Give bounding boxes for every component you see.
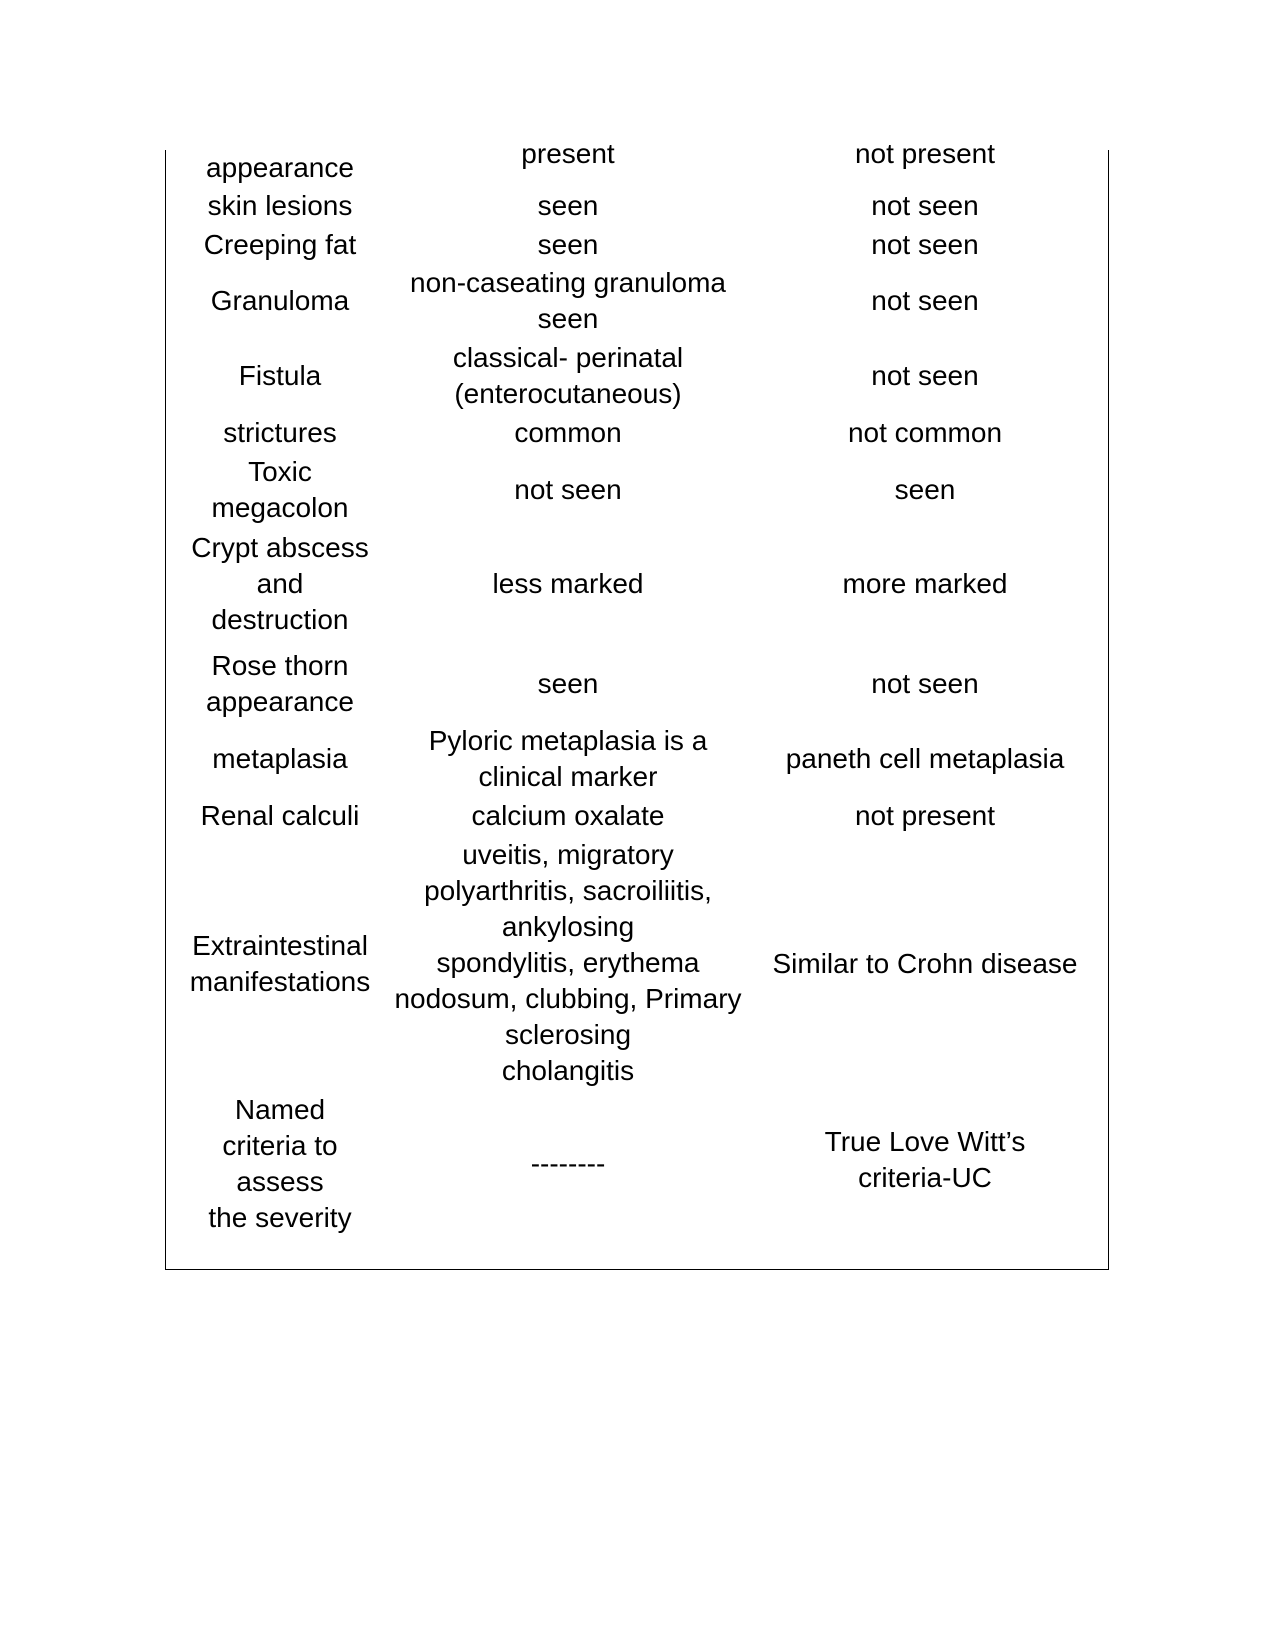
- row-5-crohn: common: [514, 417, 622, 448]
- row-0-uc: not present: [854, 138, 996, 169]
- row-2-uc: not seen: [871, 229, 979, 260]
- row-12-feature: Named criteria to assess the severity: [208, 1094, 352, 1233]
- row-9-crohn: Pyloric metaplasia is a clinical marker: [428, 725, 708, 792]
- row-10-uc: not present: [854, 800, 996, 831]
- row-8-uc: not seen: [871, 668, 979, 699]
- row-0-feature: appearance: [206, 152, 354, 183]
- row-2-crohn: seen: [537, 229, 599, 260]
- row-4-uc: not seen: [871, 360, 979, 391]
- row-6-crohn: not seen: [514, 474, 622, 505]
- row-6-uc: seen: [894, 474, 956, 505]
- row-5-uc: not common: [847, 417, 1003, 448]
- row-5-feature: strictures: [223, 417, 337, 448]
- row-10-feature: Renal calculi: [200, 800, 360, 831]
- row-9-feature: metaplasia: [212, 743, 348, 774]
- row-11-feature: Extraintestinal manifestations: [189, 930, 371, 997]
- row-7-feature: Crypt abscess and destruction: [191, 532, 369, 635]
- row-8-crohn: seen: [537, 668, 599, 699]
- row-9-uc: paneth cell metaplasia: [785, 743, 1065, 774]
- row-7-crohn: less marked: [492, 568, 644, 599]
- row-11-crohn: uveitis, migratory polyarthritis, sacroiliitis, ankylosing spondylitis, erythema nodosum, clubbing, Primary sclerosing cholangitis: [394, 839, 742, 1086]
- row-1-crohn: seen: [537, 190, 599, 221]
- row-3-feature: Granuloma: [210, 285, 350, 316]
- row-7-uc: more marked: [842, 568, 1008, 599]
- row-3-uc: not seen: [871, 285, 979, 316]
- row-11-uc: Similar to Crohn disease: [772, 948, 1078, 979]
- row-2-feature: Creeping fat: [203, 229, 357, 260]
- row-4-feature: Fistula: [238, 360, 322, 391]
- row-1-feature: skin lesions: [207, 190, 353, 221]
- row-6-feature: Toxic megacolon: [211, 456, 349, 523]
- row-1-uc: not seen: [871, 190, 979, 221]
- row-0-crohn: present: [521, 138, 615, 169]
- row-4-crohn: classical- perinatal (enterocutaneous): [452, 342, 684, 409]
- row-12-uc: True Love Witt’s criteria-UC: [824, 1126, 1026, 1193]
- row-8-feature: Rose thorn appearance: [206, 650, 354, 717]
- row-3-crohn: non-caseating granuloma seen: [410, 267, 726, 334]
- row-10-crohn: calcium oxalate: [471, 800, 665, 831]
- row-12-crohn: --------: [530, 1148, 606, 1179]
